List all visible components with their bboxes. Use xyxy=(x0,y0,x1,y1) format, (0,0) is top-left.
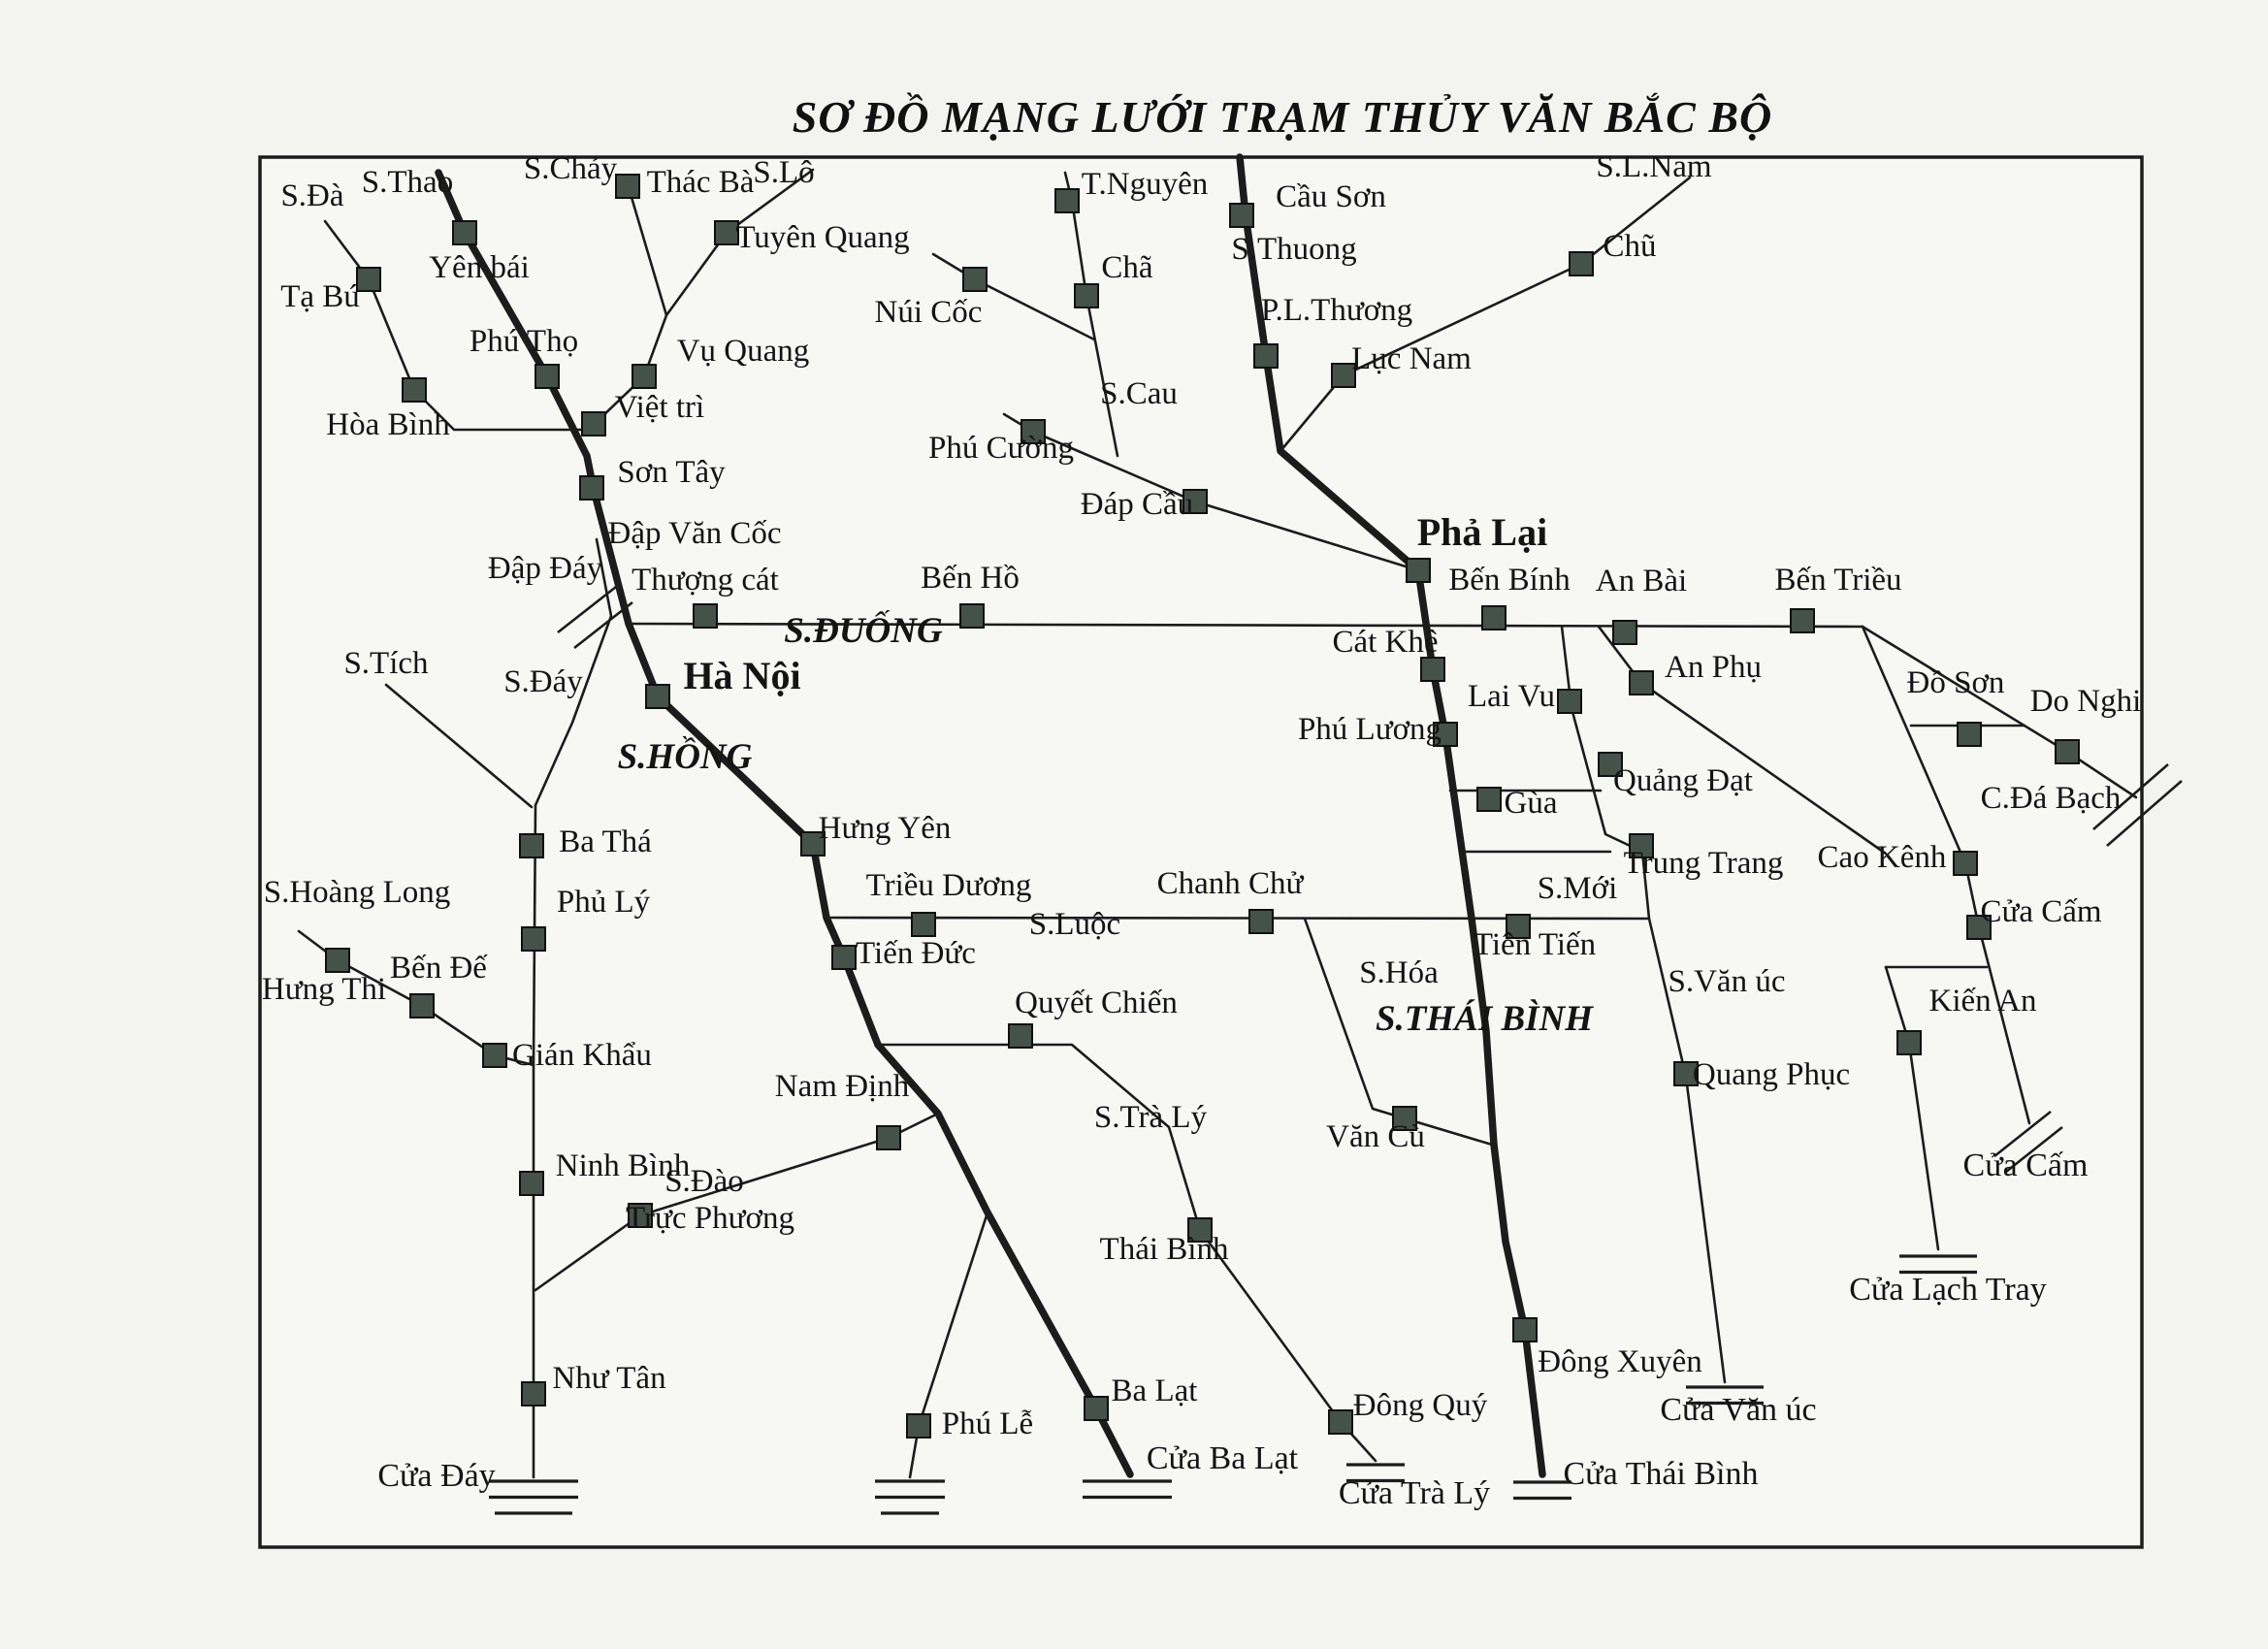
station-label-57: Ba Lạt xyxy=(1111,1374,1198,1408)
river-label-0: S.Đà xyxy=(280,178,344,213)
station-marker-25 xyxy=(1421,658,1444,681)
station-marker-17 xyxy=(1570,252,1593,275)
station-label-14: Cầu Sơn xyxy=(1276,179,1386,214)
river-label-4: S.Cau xyxy=(1100,376,1178,411)
station-marker-58 xyxy=(1329,1410,1352,1434)
station-label-13: Đáp Cầu xyxy=(1080,487,1194,522)
station-label-6: Vụ Quang xyxy=(676,334,810,369)
station-marker-30 xyxy=(1477,788,1501,811)
station-label-56: Phú Lễ xyxy=(941,1406,1034,1441)
station-label-2: Yên bái xyxy=(429,250,530,285)
station-marker-47 xyxy=(483,1044,506,1067)
river-label-14: S.Luộc xyxy=(1028,907,1121,942)
station-marker-56 xyxy=(907,1414,930,1438)
station-label-25: Cát Khê xyxy=(1332,625,1439,660)
river-label-3: S.Lô xyxy=(753,155,815,190)
station-marker-27 xyxy=(1558,690,1581,713)
station-label-46: Bến Đế xyxy=(390,951,487,986)
river-label-8: Đập Văn Cốc xyxy=(607,516,782,551)
river-label-9: S.Tích xyxy=(343,646,429,681)
station-marker-2 xyxy=(453,221,476,244)
station-label-11: Chã xyxy=(1101,250,1153,285)
river-label-5: S.Thuong xyxy=(1231,232,1357,267)
station-label-49: Nam Định xyxy=(774,1069,910,1104)
station-label-4: Tuyên Quang xyxy=(735,220,910,255)
station-marker-20 xyxy=(960,604,984,628)
river-label-13: S.Hoàng Long xyxy=(263,875,451,910)
river-label-15: S.Mới xyxy=(1537,871,1618,906)
station-marker-46 xyxy=(410,994,434,1018)
station-label-45: Hưng Thi xyxy=(261,972,387,1007)
station-marker-21 xyxy=(646,685,669,708)
station-marker-5 xyxy=(535,365,559,388)
station-label-35: Cửa Cấm xyxy=(1980,894,2102,929)
station-marker-40 xyxy=(522,927,545,951)
station-marker-41 xyxy=(912,913,935,936)
station-marker-22 xyxy=(1482,606,1506,630)
station-label-19: Thượng cát xyxy=(632,563,779,598)
station-marker-50 xyxy=(520,1172,543,1195)
river-label-21: C.Đá Bạch xyxy=(1980,781,2122,816)
station-marker-10 xyxy=(1055,189,1079,212)
mouth-label-0: Cửa Đáy xyxy=(377,1458,496,1494)
station-label-20: Bến Hồ xyxy=(921,561,1020,596)
station-marker-23 xyxy=(1613,621,1636,644)
river-label-7: Đập Đáy xyxy=(487,551,603,586)
station-label-9: Núi Cốc xyxy=(874,295,983,330)
station-label-54: Đông Xuyên xyxy=(1538,1344,1702,1379)
station-marker-24 xyxy=(1791,609,1814,632)
station-marker-45 xyxy=(326,949,349,972)
station-marker-48 xyxy=(1009,1024,1032,1048)
mouth-label-3: Cửa Thái Bình xyxy=(1563,1456,1759,1492)
station-label-16: Lục Nam xyxy=(1351,341,1472,376)
station-label-41: Triều Dương xyxy=(865,868,1032,903)
station-label-23: An Bài xyxy=(1595,564,1688,598)
station-label-55: Như Tân xyxy=(552,1361,666,1396)
station-label-7: Việt trì xyxy=(614,390,705,425)
station-label-53: Thái Bình xyxy=(1099,1232,1229,1267)
station-label-26: An Phụ xyxy=(1665,650,1762,685)
station-marker-7 xyxy=(582,412,605,436)
station-marker-55 xyxy=(522,1382,545,1406)
station-marker-32 xyxy=(1958,723,1981,746)
station-marker-19 xyxy=(694,604,717,628)
station-label-33: Do Nghi xyxy=(2029,684,2142,719)
station-label-32: Đồ Sơn xyxy=(1906,665,2005,700)
station-label-40: Phủ Lý xyxy=(556,885,651,920)
river-label-6: S.L.Nam xyxy=(1596,149,1712,184)
station-marker-36 xyxy=(1897,1031,1921,1054)
station-label-30: Gùa xyxy=(1504,786,1558,821)
station-marker-1 xyxy=(403,378,426,402)
station-label-17: Chũ xyxy=(1603,229,1657,264)
mouth-label-6: Cửa Cấm xyxy=(1962,1148,2089,1183)
mouth-label-4: Cửa Văn úc xyxy=(1660,1392,1817,1428)
station-label-27: Lai Vu xyxy=(1468,679,1555,714)
mouth-label-5: Cửa Lạch Tray xyxy=(1849,1272,2047,1308)
station-label-36: Kiến An xyxy=(1928,984,2037,1018)
river-label-17: S.THÁI BÌNH xyxy=(1375,999,1594,1039)
station-marker-44 xyxy=(832,946,856,969)
station-label-24: Bến Triều xyxy=(1774,563,1902,598)
station-label-18: Phả Lại xyxy=(1416,510,1548,554)
station-marker-14 xyxy=(1230,204,1253,227)
river-label-19: S.Đào xyxy=(664,1164,744,1199)
station-marker-15 xyxy=(1254,344,1278,368)
station-marker-54 xyxy=(1513,1318,1537,1342)
station-marker-42 xyxy=(1249,910,1273,933)
station-label-39: Hưng Yên xyxy=(818,811,952,846)
river-label-1: S.Thao xyxy=(361,165,454,200)
station-label-3: Thác Bà xyxy=(646,165,755,200)
river-label-11: S.HỒNG xyxy=(617,737,753,777)
station-label-44: Tiến Đức xyxy=(856,936,976,971)
station-label-47: Gián Khẩu xyxy=(512,1038,652,1073)
station-marker-34 xyxy=(1954,852,1977,875)
station-label-0: Tạ Bú xyxy=(280,279,360,314)
station-label-50: Ninh Bình xyxy=(555,1148,691,1183)
station-label-43: Tiên Tiến xyxy=(1473,927,1597,962)
station-marker-57 xyxy=(1085,1397,1108,1420)
station-label-22: Bến Bính xyxy=(1448,563,1571,598)
station-marker-8 xyxy=(580,476,603,500)
diagram-title: SƠ ĐỒ MẠNG LƯỚI TRẠM THỦY VĂN BẮC BỘ xyxy=(792,92,1773,142)
station-label-34: Cao Kênh xyxy=(1817,840,1947,875)
station-marker-3 xyxy=(616,175,639,198)
river-label-20: S.Văn úc xyxy=(1668,964,1786,999)
station-label-58: Đông Quý xyxy=(1352,1388,1488,1423)
station-label-52: Văn Cù xyxy=(1326,1119,1425,1154)
station-marker-11 xyxy=(1075,284,1098,307)
station-label-38: Ba Thá xyxy=(559,824,652,859)
station-label-42: Chanh Chử xyxy=(1156,866,1304,901)
station-label-51: Trực Phương xyxy=(626,1201,794,1236)
station-marker-49 xyxy=(877,1126,900,1149)
station-marker-6 xyxy=(632,365,656,388)
station-label-8: Sơn Tây xyxy=(617,455,726,490)
station-marker-33 xyxy=(2056,740,2079,763)
river-label-18: S.Trà Lý xyxy=(1093,1100,1208,1135)
mouth-label-1: Cửa Ba Lạt xyxy=(1146,1440,1299,1476)
station-label-21: Hà Nội xyxy=(683,654,801,697)
station-label-37: Quang Phục xyxy=(1692,1057,1851,1092)
station-label-5: Phú Thọ xyxy=(469,324,579,359)
station-marker-18 xyxy=(1407,559,1430,582)
station-label-10: T.Nguyên xyxy=(1081,167,1209,202)
station-marker-9 xyxy=(963,268,987,291)
station-marker-26 xyxy=(1630,671,1653,695)
river-label-10: S.Đáy xyxy=(503,664,583,699)
station-label-29: Quảng Đạt xyxy=(1613,763,1753,798)
station-label-12: Phú Cường xyxy=(928,431,1074,466)
station-marker-38 xyxy=(520,834,543,857)
station-label-15: P.L.Thương xyxy=(1260,293,1413,328)
station-label-31: Trung Trang xyxy=(1623,846,1784,881)
river-label-16: S.Hóa xyxy=(1359,955,1439,990)
station-label-1: Hòa Bình xyxy=(326,407,450,442)
mouth-label-2: Cửa Trà Lý xyxy=(1338,1475,1491,1511)
river-label-2: S.Chảy xyxy=(523,151,618,186)
station-label-48: Quyết Chiến xyxy=(1015,986,1178,1020)
station-label-28: Phú Lương xyxy=(1297,712,1442,747)
river-label-12: S.ĐUỐNG xyxy=(784,611,943,651)
station-marker-0 xyxy=(357,268,380,291)
